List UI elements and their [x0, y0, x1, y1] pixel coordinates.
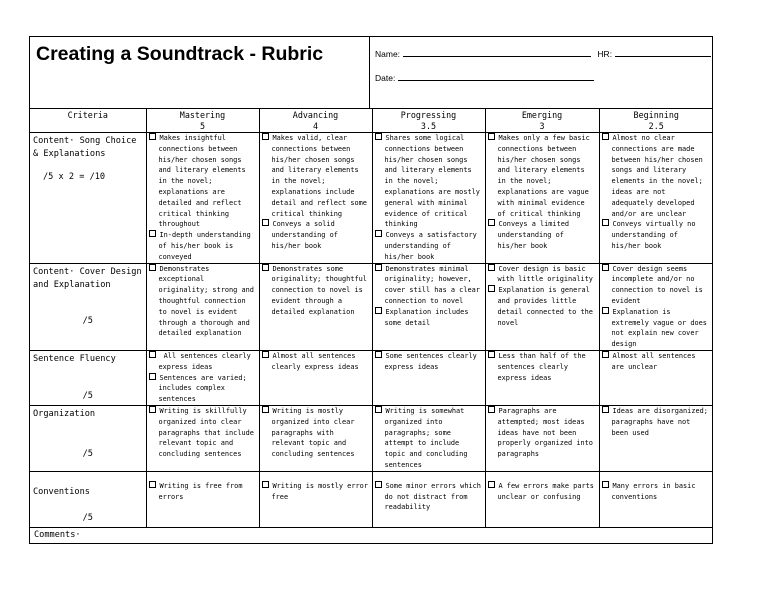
checkbox-icon	[262, 264, 269, 271]
rubric-cell	[259, 405, 372, 471]
criterion-descriptor: Makes insightful connections between his/her chosen songs and literary elements in the novel; explanations are detailed and reflect critical thinking throughout	[149, 133, 257, 230]
criterion-descriptor: Almost all sentences clearly express ideas	[262, 351, 370, 373]
col-header-emerging: Emerging 3	[485, 109, 599, 133]
criterion-descriptor: Almost all sentences are unclear	[602, 351, 712, 373]
date-label: Date:	[375, 73, 396, 83]
checkbox-icon	[375, 264, 382, 271]
criterion-cell	[30, 350, 146, 405]
rubric-cell	[485, 350, 599, 405]
checkbox-icon	[602, 264, 609, 271]
criterion-name: Organization	[33, 408, 96, 419]
checkbox-icon	[375, 406, 382, 413]
rubric-header	[30, 37, 712, 109]
checkbox-icon	[149, 481, 156, 488]
page-title: Creating a Soundtrack - Rubric	[36, 43, 324, 65]
criterion-descriptor: Cover design seems incomplete and/or no connection to novel is evident	[602, 264, 712, 307]
hr-line	[615, 48, 711, 57]
criterion-descriptor: Explanation is extremely vague or does not explain new cover design	[602, 307, 712, 350]
criterion-descriptor: Writing is free from errors	[149, 481, 257, 503]
rubric-cell	[599, 263, 713, 350]
rubric-page	[29, 36, 713, 544]
rubric-cell	[485, 405, 599, 471]
comments-row	[30, 527, 713, 583]
rubric-cell	[372, 133, 485, 264]
checkbox-icon	[602, 219, 609, 226]
rubric-cell	[372, 350, 485, 405]
comments-label: Comments·	[34, 529, 81, 540]
criterion-descriptor: In-depth understanding of his/her book is conveyed	[149, 230, 257, 262]
checkbox-icon	[375, 230, 382, 237]
name-label: Name:	[375, 49, 401, 59]
criterion-descriptor: Conveys a satisfactory understanding of his/her book	[375, 230, 483, 262]
rubric-cell	[259, 263, 372, 350]
criterion-cell	[30, 471, 146, 527]
rubric-cell	[485, 133, 599, 264]
checkbox-icon	[375, 133, 382, 140]
checkbox-icon	[149, 264, 156, 271]
rubric-cell	[599, 133, 713, 264]
criterion-name: Content· Song Choice & Explanations	[33, 136, 137, 159]
checkbox-icon	[602, 481, 609, 488]
rubric-cell	[146, 471, 259, 527]
criterion-points: /5	[82, 512, 93, 523]
checkbox-icon	[375, 307, 382, 314]
criterion-name: Sentence Fluency	[33, 353, 116, 364]
date-line	[398, 72, 594, 81]
rubric-cell	[599, 471, 713, 527]
checkbox-icon	[488, 133, 495, 140]
checkbox-icon	[602, 307, 609, 314]
checkbox-icon	[602, 133, 609, 140]
criterion-points: /5	[82, 390, 93, 401]
rubric-cell	[146, 133, 259, 264]
table-row	[30, 133, 713, 264]
rubric-cell	[259, 471, 372, 527]
criterion-descriptor: Cover design is basic with little originality	[488, 264, 597, 286]
criterion-descriptor: Many errors in basic conventions	[602, 481, 712, 503]
criterion-descriptor: Some minor errors which do not distract from readability	[375, 481, 483, 513]
checkbox-icon	[375, 351, 382, 358]
table-row	[30, 471, 713, 527]
rubric-cell	[599, 405, 713, 471]
checkbox-icon	[149, 133, 156, 140]
checkbox-icon	[488, 285, 495, 292]
rubric-cell	[259, 133, 372, 264]
criterion-descriptor: Conveys a limited understanding of his/her book	[488, 219, 597, 251]
checkbox-icon	[149, 406, 156, 413]
criterion-descriptor: Makes valid, clear connections between his/her chosen songs and literary elements in the novel; explanations include detail and reflect some critical thinking	[262, 133, 370, 219]
criterion-descriptor: All sentences clearly express ideas	[149, 351, 257, 373]
criterion-descriptor: Makes only a few basic connections between his/her chosen songs and literary elements in the novel; explanations are vague with minimal evidence of critical thinking	[488, 133, 597, 219]
checkbox-icon	[262, 406, 269, 413]
criterion-descriptor: Paragraphs are attempted; most ideas ideas have not been properly organized into paragraphs	[488, 406, 597, 460]
criterion-descriptor: Writing is somewhat organized into paragraphs; some attempt to include topic and concluding sentences	[375, 406, 483, 471]
checkbox-icon	[488, 481, 495, 488]
criterion-descriptor: Some sentences clearly express ideas	[375, 351, 483, 373]
checkbox-icon	[262, 219, 269, 226]
checkbox-icon	[375, 481, 382, 488]
criterion-points: /5 x 2 = /10	[43, 172, 106, 182]
criterion-descriptor: Explanation includes some detail	[375, 307, 483, 329]
col-header-mastering: Mastering 5	[146, 109, 259, 133]
criterion-descriptor: Demonstrates some originality; thoughtful connection to novel is evident through a detailed explanation	[262, 264, 370, 318]
checkbox-icon	[262, 351, 269, 358]
criterion-descriptor: Writing is skillfully organized into clear paragraphs that include relevant topic and concluding sentences	[149, 406, 257, 460]
name-line	[403, 48, 591, 57]
checkbox-icon	[149, 230, 156, 237]
criterion-descriptor: Explanation is general and provides little detail connected to the novel	[488, 285, 597, 328]
criterion-descriptor: Shares some logical connections between his/her chosen songs and literary elements in the novel; explanations are mostly general with minimal evidence of critical thinking	[375, 133, 483, 230]
criterion-name: Content· Cover Design and Explanation	[33, 266, 142, 290]
checkbox-icon	[149, 351, 156, 358]
hr-label: HR:	[597, 49, 613, 59]
col-header-beginning: Beginning 2.5	[599, 109, 713, 133]
criterion-descriptor: Writing is mostly organized into clear paragraphs with relevant topic and concluding sentences	[262, 406, 370, 460]
table-row	[30, 405, 713, 471]
checkbox-icon	[488, 351, 495, 358]
rubric-cell	[146, 405, 259, 471]
checkbox-icon	[262, 481, 269, 488]
rubric-cell	[372, 405, 485, 471]
criterion-cell	[30, 263, 146, 350]
rubric-table	[30, 108, 713, 583]
criterion-points: /5	[82, 448, 93, 459]
checkbox-icon	[149, 373, 156, 380]
criterion-descriptor: Conveys virtually no understanding of his/her book	[602, 219, 712, 251]
header-row	[30, 109, 713, 133]
criterion-descriptor: Less than half of the sentences clearly express ideas	[488, 351, 597, 383]
col-header-criteria: Criteria	[30, 109, 146, 133]
table-row	[30, 263, 713, 350]
criterion-descriptor: Writing is mostly error free	[262, 481, 370, 503]
name-field	[375, 48, 711, 59]
col-header-advancing: Advancing 4	[259, 109, 372, 133]
checkbox-icon	[262, 133, 269, 140]
criterion-descriptor: A few errors make parts unclear or confusing	[488, 481, 597, 503]
criterion-descriptor: Demonstrates exceptional originality; strong and thoughtful connection to novel is evident through a thorough and detailed explanation	[149, 264, 257, 340]
checkbox-icon	[602, 351, 609, 358]
rubric-cell	[259, 350, 372, 405]
criterion-descriptor: Conveys a solid understanding of his/her book	[262, 219, 370, 251]
criterion-descriptor: Almost no clear connections are made between his/her chosen songs and literary elements in the novel; ideas are not adequately developed and/or are unclear	[602, 133, 712, 219]
rubric-cell	[599, 350, 713, 405]
rubric-cell	[146, 263, 259, 350]
rubric-cell	[485, 263, 599, 350]
rubric-cell	[372, 263, 485, 350]
checkbox-icon	[488, 219, 495, 226]
criterion-cell	[30, 133, 146, 264]
table-row	[30, 350, 713, 405]
date-field	[375, 72, 594, 83]
col-header-progressing: Progressing 3.5	[372, 109, 485, 133]
criterion-cell	[30, 405, 146, 471]
criterion-descriptor: Demonstrates minimal originality; however, cover still has a clear connection to novel	[375, 264, 483, 307]
rubric-cell	[372, 471, 485, 527]
criterion-name: Conventions	[33, 486, 90, 497]
criterion-descriptor: Sentences are varied; includes complex sentences	[149, 373, 257, 405]
checkbox-icon	[602, 406, 609, 413]
header-divider	[369, 37, 370, 108]
checkbox-icon	[488, 264, 495, 271]
criterion-descriptor: Ideas are disorganized; paragraphs have not been used	[602, 406, 712, 438]
checkbox-icon	[488, 406, 495, 413]
rubric-cell	[485, 471, 599, 527]
rubric-cell	[146, 350, 259, 405]
comments-cell	[30, 527, 713, 583]
criterion-points: /5	[82, 315, 93, 326]
